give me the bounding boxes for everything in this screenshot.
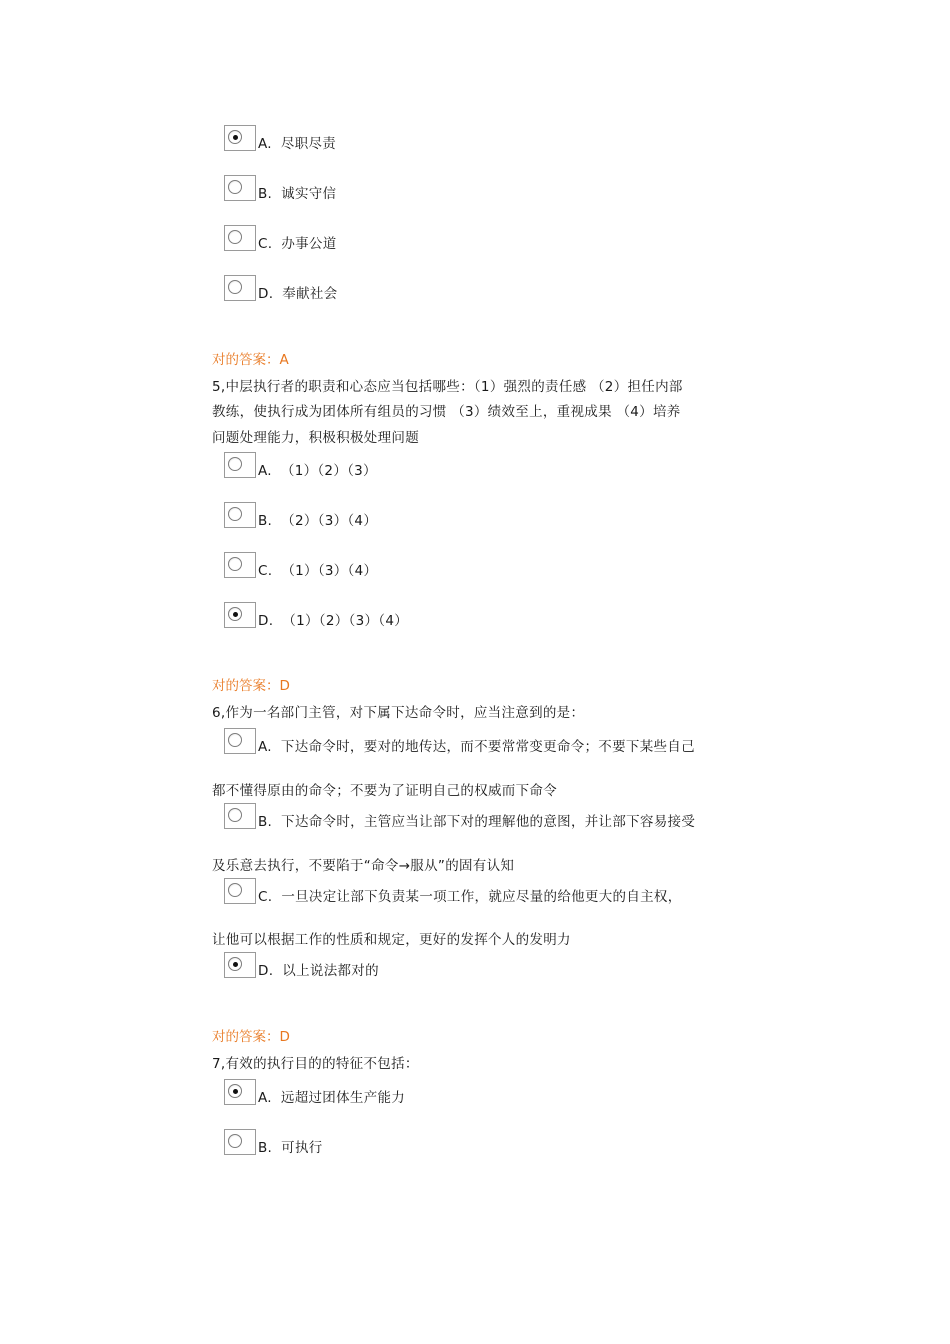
option-label: C. （1）（3）（4） (258, 563, 378, 579)
radio-button-selected[interactable] (228, 130, 242, 144)
option-label: C. 办事公道 (258, 236, 337, 252)
radio-button[interactable] (228, 180, 242, 194)
q6-question: 6,作为一名部门主管，对下属下达命令时，应当注意到的是： (212, 705, 585, 721)
radio-button-selected[interactable] (228, 1084, 242, 1098)
q6-option-a-continuation: 都不懂得原由的命令；不要为了证明自己的权威而下命令 (212, 783, 557, 799)
radio-frame (224, 125, 256, 151)
radio-frame (224, 275, 256, 301)
option-label: D. （1）（2）（3）（4） (258, 613, 409, 629)
option-label: A. （1）（2）（3） (258, 463, 377, 479)
q5-question-line-2: 教练，使执行成为团体所有组员的习惯 （3）绩效至上，重视成果 （4）培养 (212, 404, 681, 420)
radio-button[interactable] (228, 230, 242, 244)
radio-frame (224, 452, 256, 478)
radio-button-selected[interactable] (228, 607, 242, 621)
radio-button[interactable] (228, 557, 242, 571)
radio-frame (224, 552, 256, 578)
radio-button[interactable] (228, 457, 242, 471)
radio-frame (224, 175, 256, 201)
radio-button[interactable] (228, 883, 242, 897)
q5-correct-answer: 对的答案：D (212, 678, 290, 694)
radio-frame (224, 952, 256, 978)
q5-question-line-3: 问题处理能力，积极积极处理问题 (212, 430, 419, 446)
radio-button[interactable] (228, 808, 242, 822)
option-label: B. （2）（3）（4） (258, 513, 378, 529)
q7-question: 7,有效的执行目的的特征不包括： (212, 1056, 419, 1072)
q6-option-b-continuation: 及乐意去执行，不要陷于“命令→服从”的固有认知 (212, 858, 515, 874)
option-label: B. 可执行 (258, 1140, 323, 1156)
radio-frame (224, 502, 256, 528)
option-label: D. 奉献社会 (258, 286, 338, 302)
radio-frame (224, 878, 256, 904)
q5-question-line-1: 5,中层执行者的职责和心态应当包括哪些：（1）强烈的责任感 （2）担任内部 (212, 379, 683, 395)
radio-frame (224, 1079, 256, 1105)
radio-button[interactable] (228, 1134, 242, 1148)
radio-frame (224, 1129, 256, 1155)
radio-frame (224, 602, 256, 628)
option-label: C. 一旦决定让部下负责某一项工作，就应尽量的给他更大的自主权， (258, 889, 682, 905)
q6-correct-answer: 对的答案：D (212, 1029, 290, 1045)
option-label: B. 下达命令时，主管应当让部下对的理解他的意图，并让部下容易接受 (258, 814, 696, 830)
radio-button[interactable] (228, 280, 242, 294)
q6-option-c-continuation: 让他可以根据工作的性质和规定，更好的发挥个人的发明力 (212, 932, 571, 948)
option-label: D. 以上说法都对的 (258, 963, 379, 979)
radio-button-selected[interactable] (228, 957, 242, 971)
option-label: A. 下达命令时，要对的地传达，而不要常常变更命令；不要下某些自己 (258, 739, 695, 755)
option-label: A. 尽职尽责 (258, 136, 337, 152)
radio-button[interactable] (228, 733, 242, 747)
q4-correct-answer: 对的答案：A (212, 352, 289, 368)
option-label: B. 诚实守信 (258, 186, 337, 202)
radio-button[interactable] (228, 507, 242, 521)
radio-frame (224, 803, 256, 829)
option-label: A. 远超过团体生产能力 (258, 1090, 406, 1106)
radio-frame (224, 728, 256, 754)
radio-frame (224, 225, 256, 251)
